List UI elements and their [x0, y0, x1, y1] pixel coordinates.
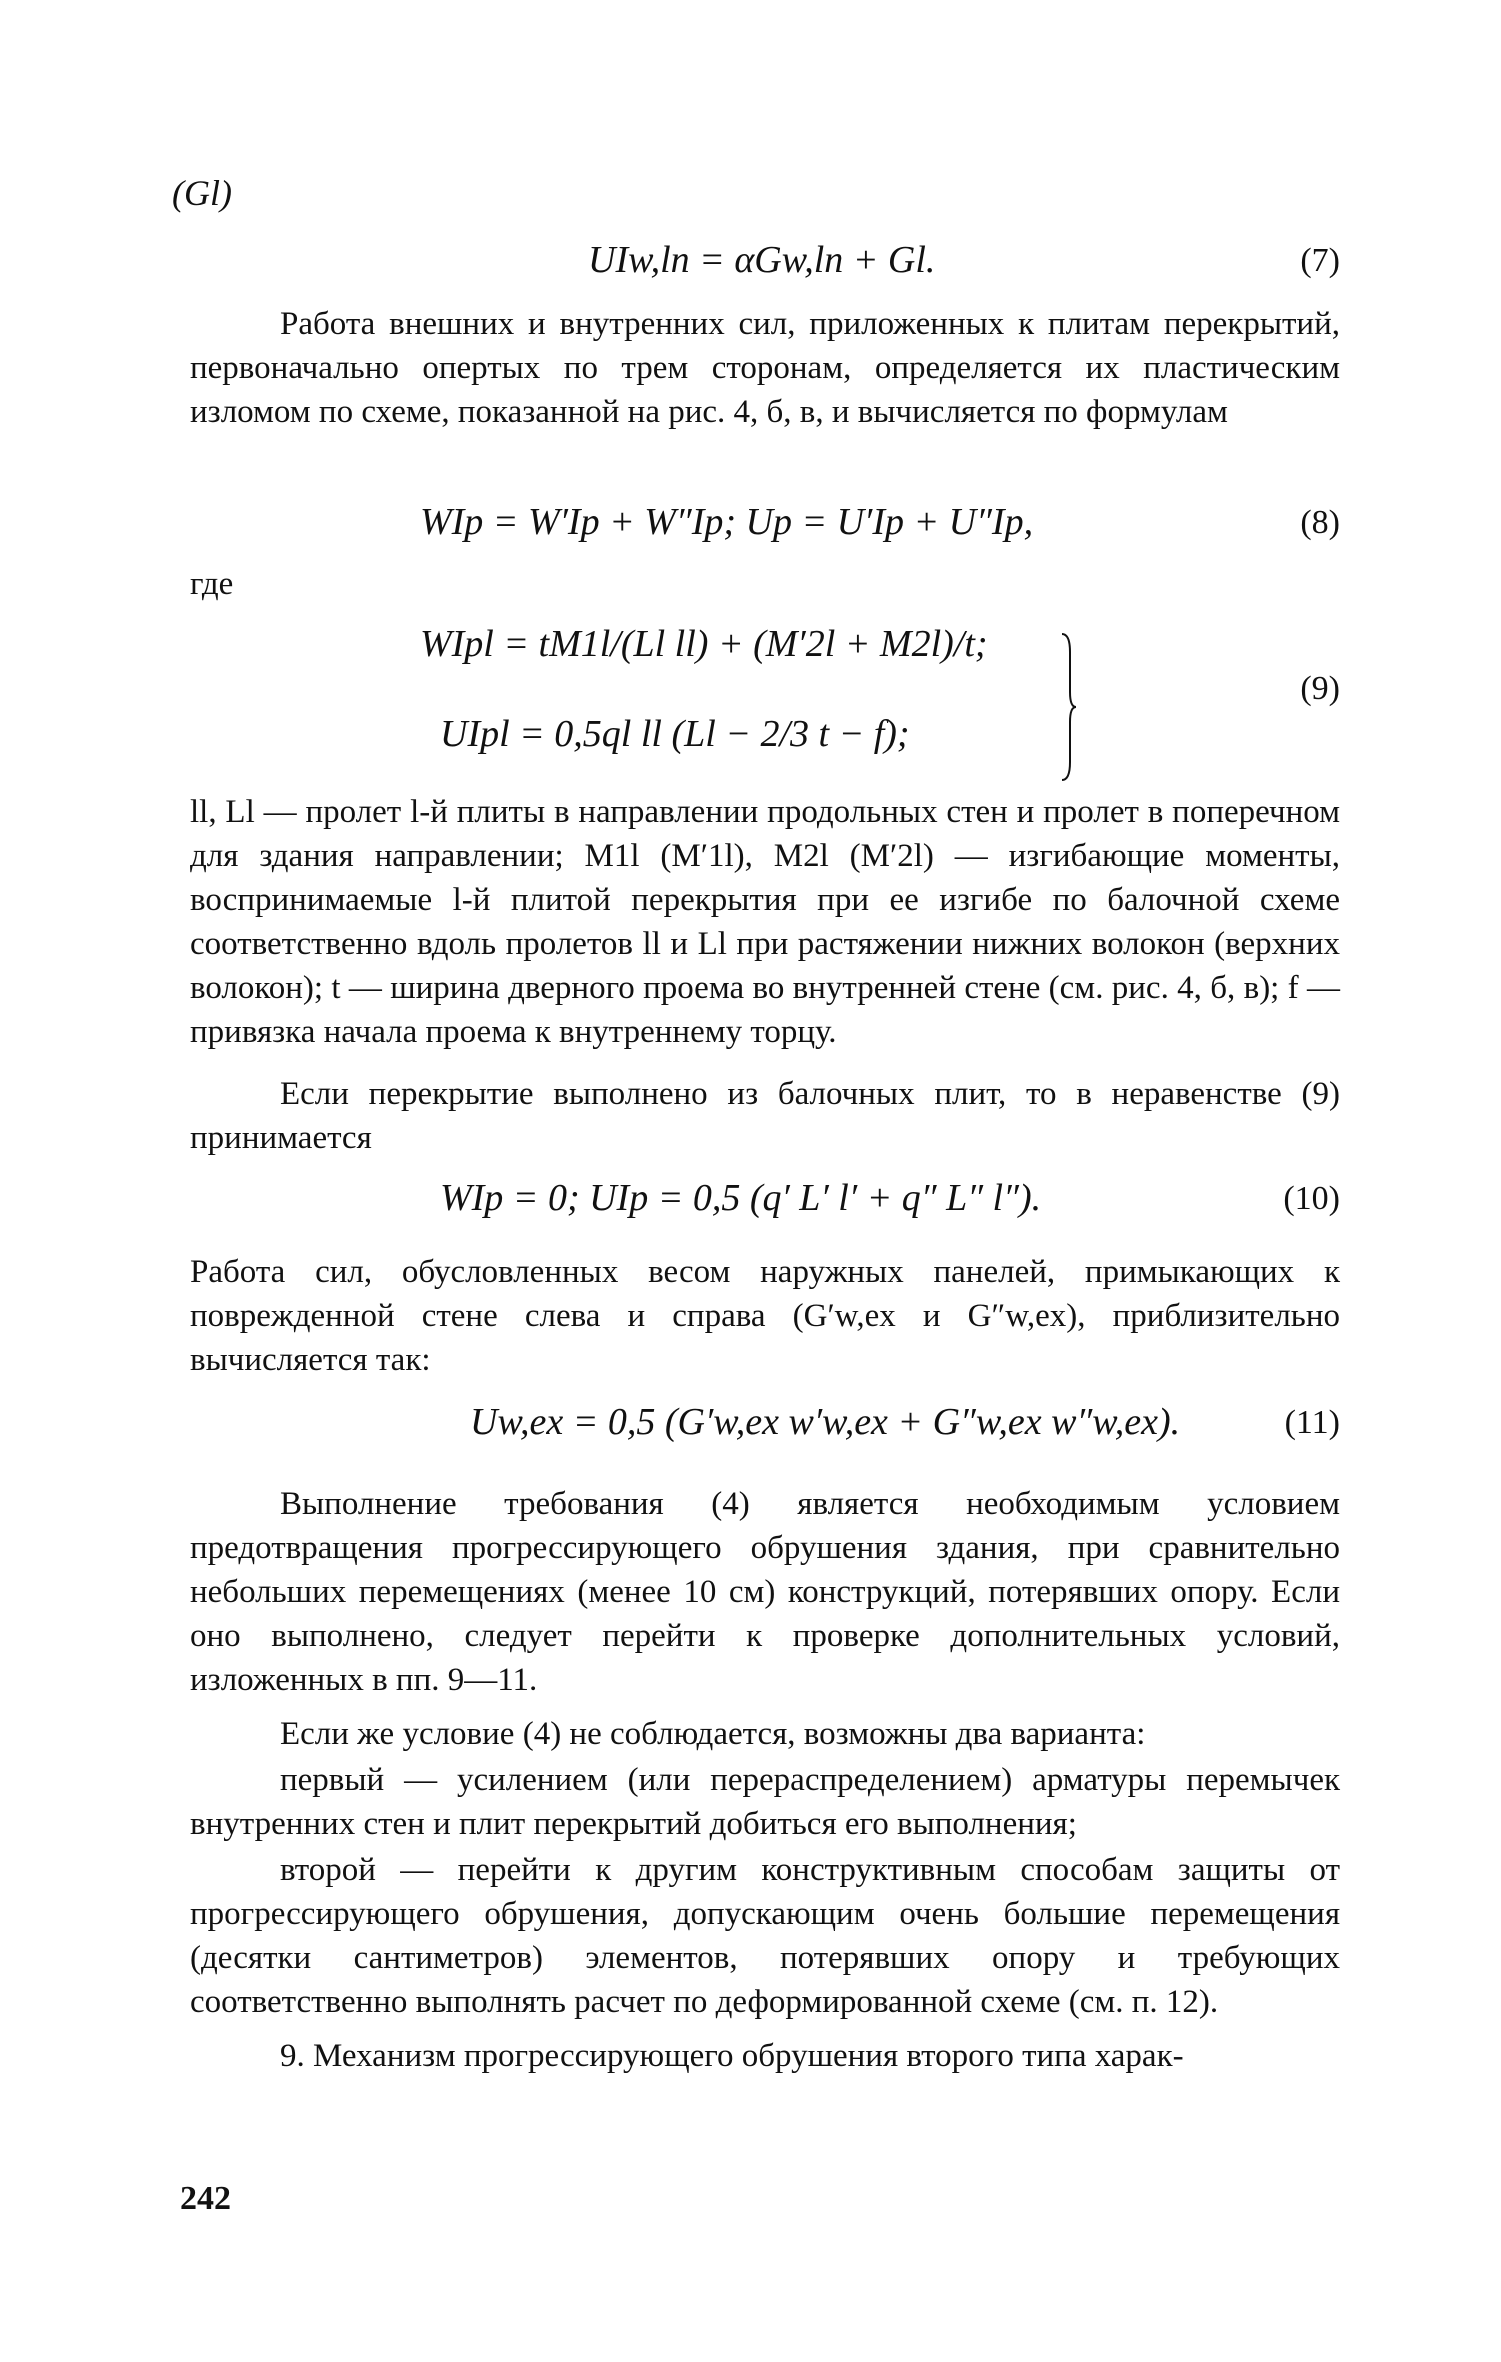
equation-number-11: (11): [1284, 1404, 1340, 1441]
equation-number-7: (7): [1300, 242, 1340, 279]
page-number: 242: [180, 2180, 231, 2217]
paragraph-section-9: 9. Механизм прогрессирующего обрушения второго типа харак-: [280, 2038, 1184, 2074]
formula-10: WIp = 0; UIp = 0,5 (q′ L′ l′ + q″ L″ l″).: [440, 1177, 1042, 1219]
right-brace-icon: [1060, 632, 1078, 782]
paragraph-outer-panels: Работа сил, обусловленных весом наружных панелей, примыкающих к поврежденной стене слева и справа (G′w,ex и G″w,ex), приблизительно вычисляется так:: [190, 1254, 1340, 1378]
formula-9a: WIpl = tM1l/(Ll ll) + (M′2l + M2l)/t;: [420, 623, 988, 665]
paragraph-definitions: ll, Ll — пролет l-й плиты в направлении продольных стен и пролет в поперечном для здания направлении; M1l (M′1l), M2l (M′2l) — изгибающие моменты, воспринимаемые l-й плитой перекрытия при ее изгибе по балочной схеме соответственно вдоль пролетов ll и Ll при растяжении нижних волокон (верхних волокон); t — ширина дверного проема во внутренней стене (см. рис. 4, б, в); f — привязка начала проема к внутреннему торцу.: [190, 794, 1340, 1050]
equation-number-9: (9): [1300, 670, 1340, 707]
formula-11: Uw,ex = 0,5 (G′w,ex w′w,ex + G″w,ex w″w,ex).: [470, 1401, 1181, 1443]
paragraph-variant-first: первый — усилением (или перераспределением) арматуры перемычек внутренних стен и плит перекрытий добиться его выполнения;: [190, 1762, 1340, 1842]
top-note: (Gl): [172, 173, 232, 213]
formula-9b: UIpl = 0,5ql ll (Ll − 2/3 t − f);: [440, 713, 910, 755]
equation-number-8: (8): [1300, 504, 1340, 541]
formula-8: WIp = W′Ip + W″Ip; Up = U′Ip + U″Ip,: [420, 501, 1034, 543]
paragraph-work-forces: Работа внешних и внутренних сил, приложенных к плитам перекрытий, первоначально опертых по трем сторонам, определяется их пластическим изломом по схеме, показанной на рис. 4, б, в, и вычисляется по формулам: [190, 306, 1340, 430]
paragraph-beam-slabs: Если перекрытие выполнено из балочных плит, то в неравенстве (9) принимается: [190, 1076, 1340, 1156]
equation-number-10: (10): [1283, 1180, 1340, 1217]
formula-7: UIw,ln = αGw,ln + Gl.: [588, 239, 936, 281]
paragraph-variant-second: второй — перейти к другим конструктивным способам защиты от прогрессирующего обрушения, допускающим очень большие перемещения (десятки сантиметров) элементов, потерявших опору и требующих соответственно выполнять расчет по деформированной схеме (см. п. 12).: [190, 1852, 1340, 2020]
where-label: где: [190, 566, 234, 602]
paragraph-two-variants: Если же условие (4) не соблюдается, возможны два варианта:: [280, 1716, 1146, 1752]
paragraph-requirement-4: Выполнение требования (4) является необходимым условием предотвращения прогрессирующего обрушения здания, при сравнительно небольших перемещениях (менее 10 см) конструкций, потерявших опору. Если оно выполнено, следует перейти к проверке дополнительных условий, изложенных в пп. 9—11.: [190, 1486, 1340, 1698]
